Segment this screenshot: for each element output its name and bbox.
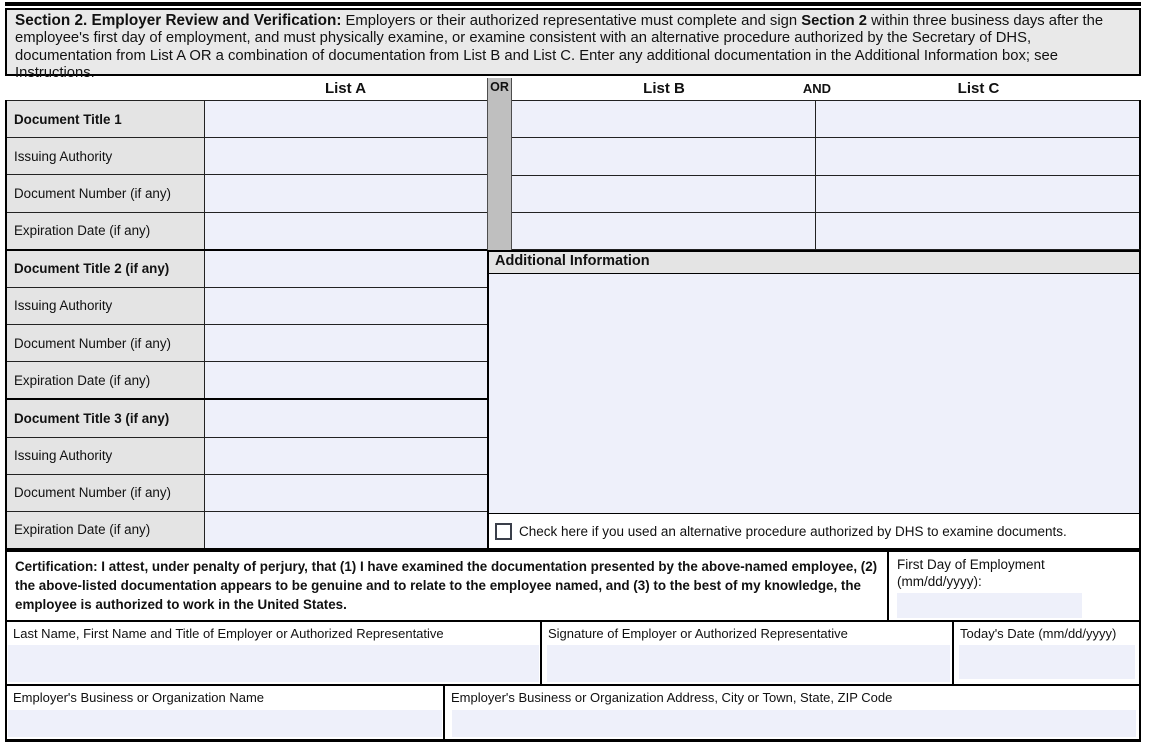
list-b-issuing-authority-input[interactable] [512, 138, 816, 174]
list-a-issuing-authority-2-input[interactable] [205, 288, 487, 324]
row-label-issuing-authority-1: Issuing Authority [7, 138, 205, 174]
row-label-document-title-3: Document Title 3 (if any) [7, 400, 205, 436]
business-name-label: Employer's Business or Organization Name [13, 690, 265, 705]
employer-name-title-input[interactable] [8, 645, 539, 682]
business-address-cell [445, 686, 1139, 739]
table-row [512, 212, 1139, 249]
list-a-issuing-authority-3-input[interactable] [205, 438, 487, 474]
first-day-label-line1: First Day of Employment [897, 557, 1045, 572]
or-strip [487, 78, 512, 250]
row-label-expiration-date-3: Expiration Date (if any) [7, 512, 205, 548]
table-row [7, 324, 487, 361]
table-row [7, 174, 487, 211]
row-label-document-number-1: Document Number (if any) [7, 175, 205, 211]
list-a-document-title-3-input[interactable] [205, 400, 487, 436]
business-name-cell [7, 686, 445, 739]
signature-cell [542, 622, 954, 684]
business-address-input[interactable] [452, 710, 1136, 737]
list-a-document-title-2-input[interactable] [205, 251, 487, 287]
row-label-issuing-authority-3: Issuing Authority [7, 438, 205, 474]
signature-input[interactable] [547, 645, 950, 682]
row-label-document-number-3: Document Number (if any) [7, 475, 205, 511]
business-name-input[interactable] [8, 710, 442, 737]
additional-information-box [487, 250, 1141, 550]
document-table-left [5, 100, 487, 550]
list-c-document-number-input[interactable] [816, 176, 1139, 212]
signature-label: Signature of Employer or Authorized Representative [548, 626, 848, 641]
list-a-document-number-3-input[interactable] [205, 475, 487, 511]
business-row [5, 686, 1141, 742]
table-row [7, 287, 487, 324]
row-label-expiration-date-1: Expiration Date (if any) [7, 213, 205, 249]
list-b-expiration-date-input[interactable] [512, 213, 816, 249]
list-b-header: List B [643, 80, 685, 97]
todays-date-input[interactable] [959, 645, 1135, 679]
employer-signature-row [5, 622, 1141, 686]
section2-instructions [5, 8, 1141, 82]
or-label: OR [490, 80, 509, 94]
table-row [7, 474, 487, 511]
section2-text-2: within three business days after the employee's first day of employment, and must physically examine, or examine consistent with an alternative procedure authorized by the Secretary of DHS, documentation from List A OR a combination of documentation from List B and List C. Enter any additional documentation in the Additional Information box; see Instructions. [15, 13, 1104, 82]
additional-information-input[interactable] [489, 274, 1139, 514]
table-row [512, 175, 1139, 212]
table-row [7, 212, 487, 249]
table-row [7, 249, 487, 287]
table-row [512, 100, 1139, 137]
certification-text: Certification: I attest, under penalty of perjury, that (1) I have examined the documentation presented by the above-named employee, (2) the above-listed documentation appears to be genuine and to relate to the employee named, and (3) to the best of my knowledge, the employee is authorized to work in the United States. [15, 559, 878, 612]
alternative-procedure-label: Check here if you used an alternative procedure authorized by DHS to examine documents. [519, 523, 1067, 539]
list-b-document-number-input[interactable] [512, 176, 816, 212]
table-row [7, 137, 487, 174]
list-c-document-title-input[interactable] [816, 101, 1139, 137]
list-a-header: List A [324, 80, 367, 97]
row-label-document-title-1: Document Title 1 [7, 101, 205, 137]
list-a-expiration-date-3-input[interactable] [205, 512, 487, 548]
table-row [7, 437, 487, 474]
list-a-expiration-date-2-input[interactable] [205, 362, 487, 398]
list-b-document-title-input[interactable] [512, 101, 816, 137]
todays-date-cell [954, 622, 1139, 684]
first-day-of-employment-input[interactable] [897, 593, 1082, 618]
list-c-expiration-date-input[interactable] [816, 213, 1139, 249]
table-row [7, 511, 487, 548]
list-a-document-number-2-input[interactable] [205, 325, 487, 361]
table-row [7, 100, 487, 137]
row-label-expiration-date-2: Expiration Date (if any) [7, 362, 205, 398]
row-label-issuing-authority-2: Issuing Authority [7, 288, 205, 324]
list-c-issuing-authority-input[interactable] [816, 138, 1139, 174]
employer-name-label: Last Name, First Name and Title of Employer or Authorized Representative [13, 626, 444, 641]
list-a-issuing-authority-1-input[interactable] [205, 138, 487, 174]
list-c-header: List C [957, 80, 1000, 97]
additional-information-title: Additional Information [489, 252, 1139, 274]
alternative-procedure-row [489, 514, 1139, 548]
table-row [7, 361, 487, 398]
todays-date-label: Today's Date (mm/dd/yyyy) [960, 626, 1117, 641]
employer-name-cell [7, 622, 542, 684]
row-label-document-title-2: Document Title 2 (if any) [7, 251, 205, 287]
table-row [7, 398, 487, 436]
business-address-label: Employer's Business or Organization Address, City or Town, State, ZIP Code [451, 690, 893, 705]
list-a-document-title-1-input[interactable] [205, 101, 487, 137]
alternative-procedure-checkbox[interactable] [495, 523, 512, 540]
row-label-document-number-2: Document Number (if any) [7, 325, 205, 361]
document-table-right [512, 100, 1141, 250]
list-a-document-number-1-input[interactable] [205, 175, 487, 211]
first-day-of-employment-cell [887, 552, 1139, 620]
list-a-expiration-date-1-input[interactable] [205, 213, 487, 249]
section2-inline-bold: Section 2 [801, 13, 867, 29]
section2-title: Section 2. Employer Review and Verification: [15, 12, 342, 29]
certification-section [5, 550, 1141, 622]
table-row [512, 137, 1139, 174]
first-day-label-line2: (mm/dd/yyyy): [897, 573, 982, 589]
and-label: AND [802, 81, 832, 96]
section-divider [5, 2, 1141, 6]
section2-text-1: Employers or their authorized representative must complete and sign [341, 13, 802, 29]
